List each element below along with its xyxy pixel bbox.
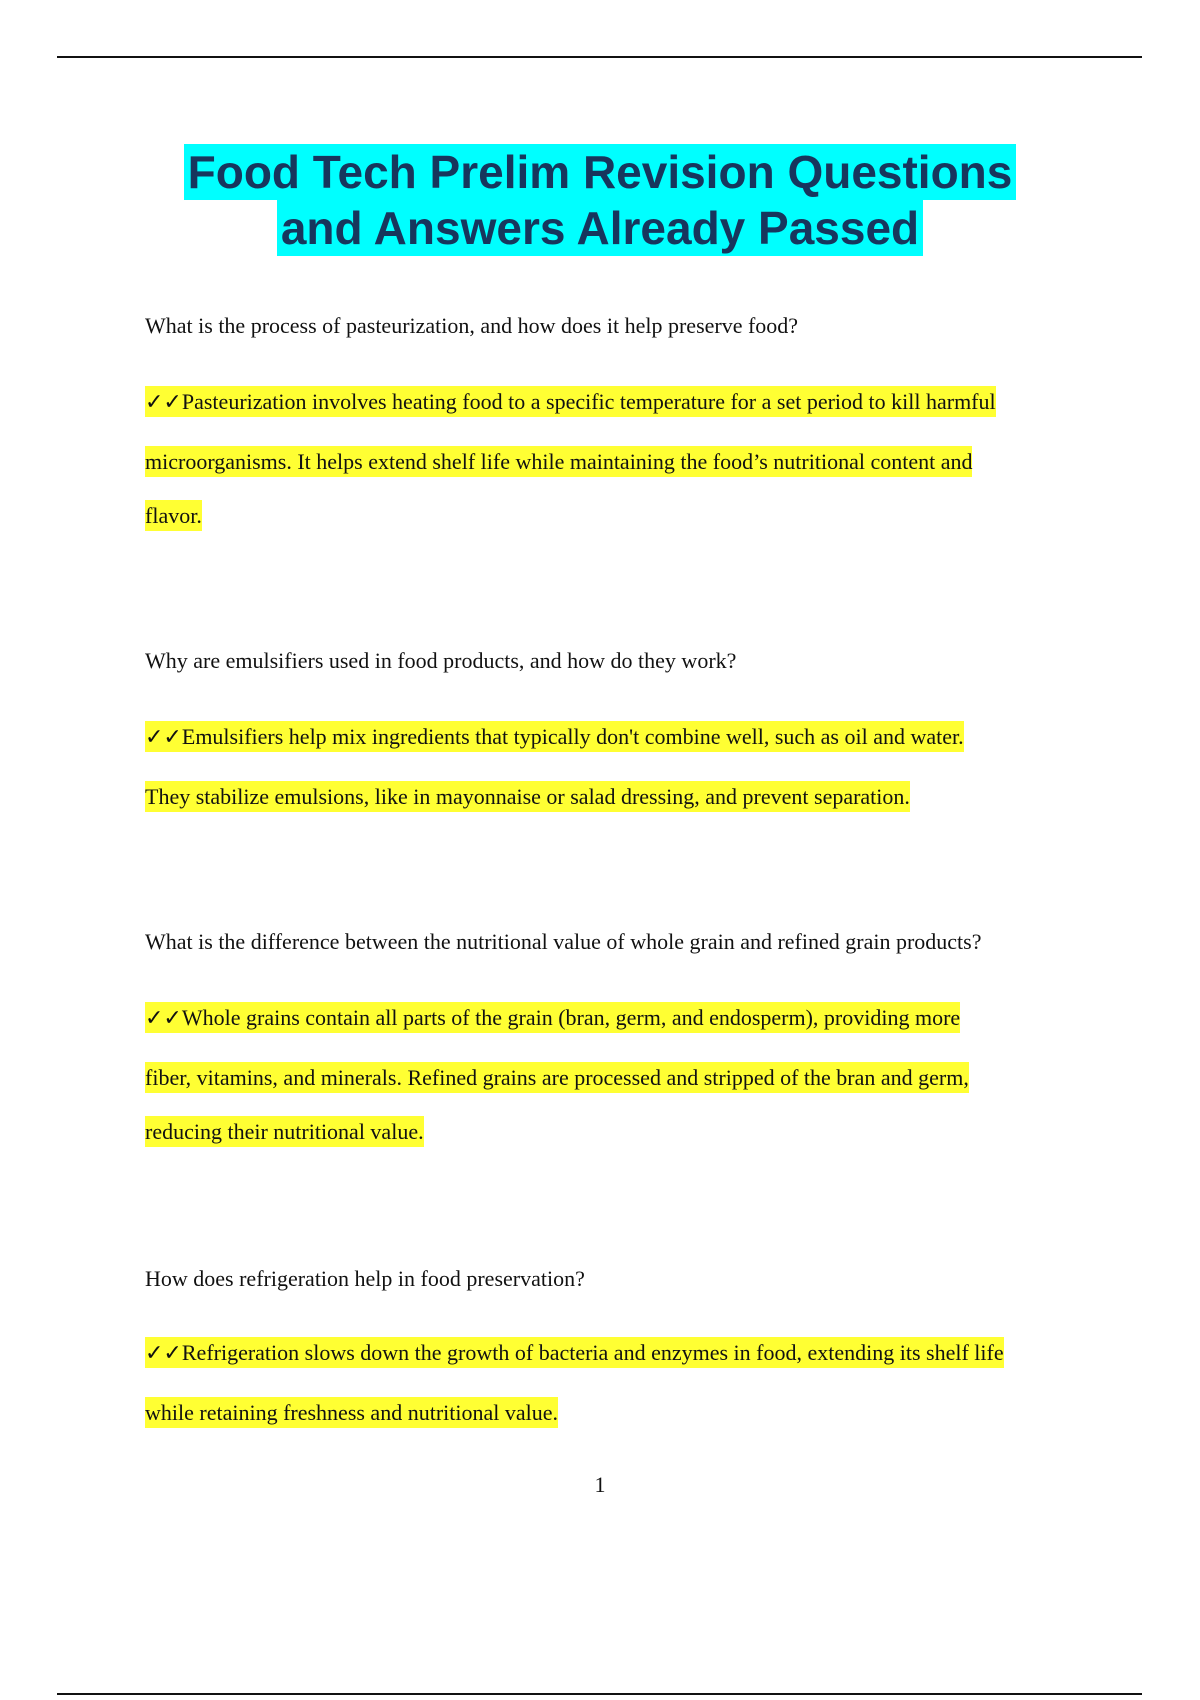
answer-1 — [145, 387, 1095, 561]
page-number: 1 — [594, 1472, 606, 1497]
question-2: Why are emulsifiers used in food products, and how do they work? — [145, 648, 737, 673]
check-mark-icon: ✓✓ — [145, 390, 182, 415]
bottom-rule — [57, 1693, 1142, 1695]
answer-2 — [145, 722, 1095, 842]
answer-1-line-2: microorganisms. It helps extend shelf life while maintaining the food’s nutritional content and — [145, 446, 972, 477]
title-line-1: Food Tech Prelim Revision Questions — [184, 144, 1017, 200]
check-mark-icon: ✓✓ — [145, 725, 182, 750]
answer-4-line-1: Refrigeration slows down the growth of bacteria and enzymes in food, extending its shelf life — [181, 1340, 1004, 1365]
check-mark-icon: ✓✓ — [145, 1006, 182, 1031]
answer-1-line-3: flavor. — [145, 500, 202, 531]
top-rule — [57, 56, 1142, 58]
title-line-2: and Answers Already Passed — [277, 200, 923, 256]
question-4: How does refrigeration help in food preservation? — [145, 1266, 585, 1291]
answer-3-line-2: fiber, vitamins, and minerals. Refined grains are processed and stripped of the bran and germ, — [145, 1062, 969, 1093]
answer-2-line-1: Emulsifiers help mix ingredients that typically don't combine well, such as oil and water. — [181, 724, 964, 749]
answer-4-line-2: while retaining freshness and nutritional value. — [145, 1397, 558, 1428]
check-mark-icon: ✓✓ — [145, 1341, 182, 1366]
document-title — [0, 144, 1200, 256]
question-3: What is the difference between the nutritional value of whole grain and refined grain products? — [145, 929, 982, 954]
answer-1-line-1: Pasteurization involves heating food to a specific temperature for a set period to kill harmful — [181, 389, 996, 414]
answer-3-line-1: Whole grains contain all parts of the grain (bran, germ, and endosperm), providing more — [181, 1005, 961, 1030]
question-1: What is the process of pasteurization, and how does it help preserve food? — [145, 313, 799, 338]
answer-4 — [145, 1338, 1095, 1458]
answer-3-line-3: reducing their nutritional value. — [145, 1116, 424, 1147]
answer-2-line-2: They stabilize emulsions, like in mayonnaise or salad dressing, and prevent separation. — [145, 781, 910, 812]
answer-3 — [145, 1003, 1095, 1177]
